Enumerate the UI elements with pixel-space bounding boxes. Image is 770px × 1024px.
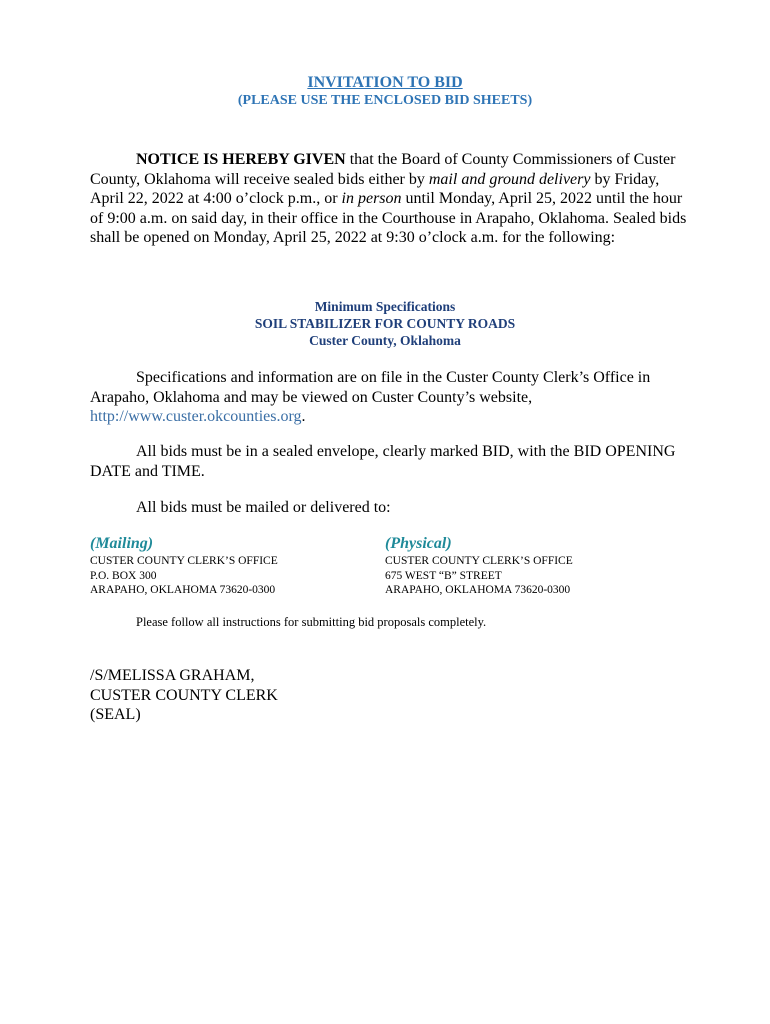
info-paragraph [90, 368, 690, 427]
info-text: Specifications and information are on file in the Custer County Clerk’s Office in Arapaho, Oklahoma and may be viewed on Custer County’s website, [90, 369, 651, 406]
bids-text: All bids must be in a sealed envelope, clearly marked BID, with the BID OPENING DATE and TIME. [90, 443, 676, 480]
document-title: INVITATION TO BID [307, 74, 463, 91]
specs-line-3: Custer County, Oklahoma [309, 333, 461, 348]
bids-paragraph [90, 442, 690, 481]
notice-in-person: in person [341, 190, 402, 207]
notice-text-3: until Monday, April 25, 2022 until the hour of 9:00 a.m. on said day, in their office in the Courthouse in Arapaho, Oklahoma. Sealed bids shall be opened on Monday, April 25, 2022 at 9:30 o’clock a.m. for the following: [90, 190, 687, 246]
specifications-heading [0, 298, 770, 349]
physical-line-3: ARAPAHO, OKLAHOMA 73620-0300 [385, 584, 571, 596]
document-subtitle: (PLEASE USE THE ENCLOSED BID SHEETS) [237, 93, 533, 108]
physical-address [385, 534, 573, 598]
notice-paragraph [90, 150, 690, 248]
mailing-address [90, 534, 278, 598]
notice-mail-delivery: mail and ground delivery [428, 170, 591, 188]
signature-title: CUSTER COUNTY CLERK [90, 686, 278, 704]
signature-name: /S/MELISSA GRAHAM, [90, 667, 255, 684]
mailed-text: All bids must be mailed or delivered to: [136, 499, 391, 516]
info-end: . [301, 408, 306, 425]
instructions-note: Please follow all instructions for submitting bid proposals completely. [136, 615, 487, 629]
mailing-heading: (Mailing) [90, 535, 154, 552]
website-link[interactable]: http://www.custer.okcounties.org [90, 408, 302, 425]
notice-text-1: that the Board of County Commissioners of Custer County, Oklahoma will receive sealed bids either by [90, 151, 676, 188]
mailing-line-3: ARAPAHO, OKLAHOMA 73620-0300 [90, 584, 276, 596]
mailing-line-2: P.O. BOX 300 [90, 569, 157, 582]
physical-heading: (Physical) [385, 535, 452, 552]
notice-lead: NOTICE IS HEREBY GIVEN [136, 151, 346, 168]
specs-line-1: Minimum Specifications [314, 299, 456, 314]
mailing-line-1: CUSTER COUNTY CLERK’S OFFICE [90, 555, 278, 567]
specs-line-2: SOIL STABILIZER FOR COUNTY ROADS [254, 316, 516, 331]
notice-text-2: by Friday, April 22, 2022 at 4:00 o’clock p.m., or [90, 170, 660, 207]
physical-line-2: 675 WEST “B” STREET [385, 569, 502, 582]
mailed-paragraph [90, 498, 690, 518]
signature-block [90, 666, 278, 725]
physical-line-1: CUSTER COUNTY CLERK’S OFFICE [385, 555, 573, 567]
signature-seal: (SEAL) [90, 706, 141, 723]
